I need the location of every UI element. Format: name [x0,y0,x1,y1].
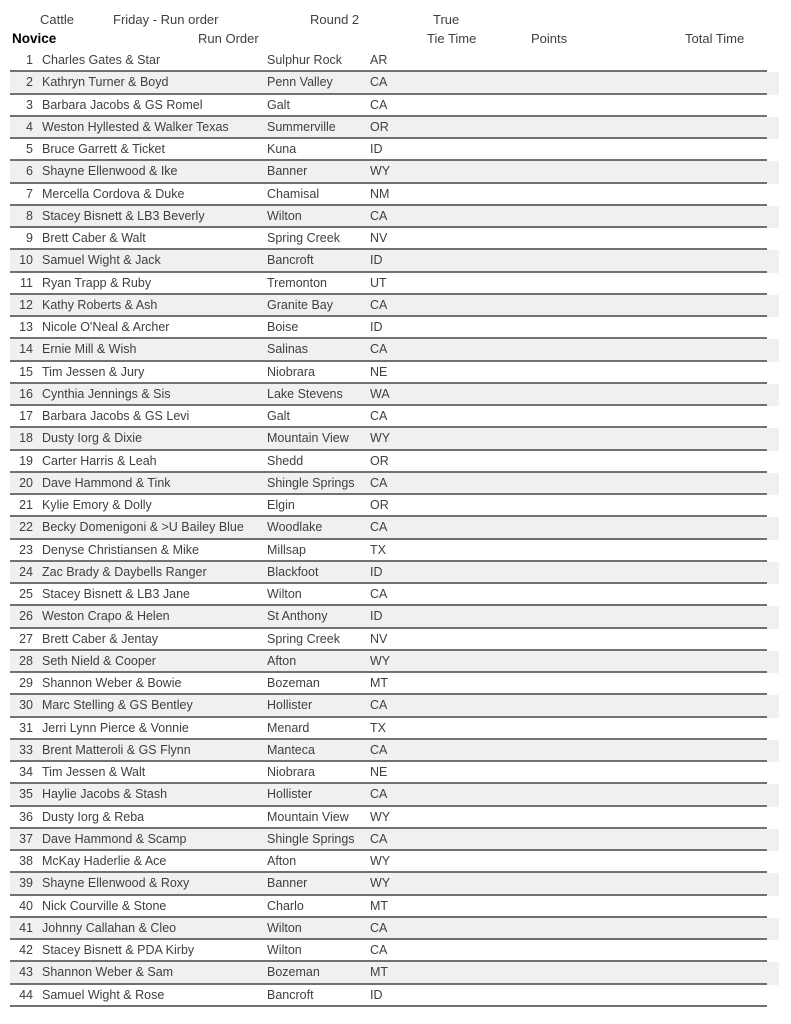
run-number: 18 [19,431,33,446]
run-number: 31 [19,720,33,735]
run-order-column-label: Run Order [198,31,259,46]
table-row [10,184,779,206]
rider-horse-name: Samuel Wight & Jack [42,253,161,268]
city: Granite Bay [267,297,334,312]
rider-horse-name: Mercella Cordova & Duke [42,186,185,201]
rider-horse-name: Marc Stelling & GS Bentley [42,698,193,713]
city: Boise [267,320,299,334]
division-label: Novice [12,31,57,46]
table-row [10,406,779,428]
city: Bozeman [267,676,320,690]
city: Shedd [267,453,304,468]
table-row [10,95,779,117]
table-row [10,206,779,228]
run-number: 37 [19,831,33,846]
city: Kuna [267,142,297,156]
run-number: 26 [19,609,33,624]
table-row [10,851,779,873]
state: CA [370,208,388,223]
table-row [10,250,779,272]
state: CA [370,787,388,802]
state: ID [370,253,383,268]
state: NE [370,765,388,779]
rider-horse-name: Kathryn Turner & Boyd [42,75,169,90]
city: Niobrara [267,765,315,779]
run-number: 8 [26,208,33,223]
rider-horse-name: Nick Courville & Stone [42,898,167,913]
rider-horse-name: Brett Caber & Walt [42,231,146,245]
run-number: 3 [26,97,33,112]
city: Menard [267,720,310,735]
run-number: 1 [26,53,33,67]
city: Hollister [267,698,313,713]
state: WY [370,431,391,446]
run-number: 10 [19,253,33,268]
rider-horse-name: Jerri Lynn Pierce & Vonnie [42,720,189,735]
table-row [10,807,779,829]
rider-horse-name: Ernie Mill & Wish [42,342,137,357]
rider-horse-name: Weston Hyllested & Walker Texas [42,119,229,134]
table-row [10,50,779,72]
run-number: 34 [19,765,33,779]
city: Salinas [267,342,308,357]
rider-horse-name: Samuel Wight & Rose [42,987,165,1002]
run-number: 14 [19,342,33,357]
run-number: 25 [19,587,33,601]
table-row [10,562,779,584]
table-row [10,784,779,806]
rider-horse-name: Stacey Bisnett & LB3 Beverly [42,208,205,223]
run-number: 20 [19,475,33,490]
run-number: 5 [26,142,33,156]
city: Wilton [267,208,302,223]
state: WY [370,876,391,891]
rider-horse-name: Dusty Iorg & Dixie [42,431,143,446]
run-number: 27 [19,631,33,646]
table-row [10,362,779,384]
city: Millsap [267,542,306,557]
city: Galt [267,97,290,112]
state: CA [370,587,388,601]
state: OR [370,498,389,512]
table-row [10,629,779,651]
points-column-label: Points [531,31,568,46]
city: Wilton [267,587,302,601]
state: WY [370,164,391,179]
city: Mountain View [267,809,349,824]
state: CA [370,831,388,846]
rider-horse-name: Dave Hammond & Tink [42,475,171,490]
state: CA [370,943,388,957]
table-row [10,317,779,339]
run-number: 17 [19,409,33,423]
rider-horse-name: Weston Crapo & Helen [42,609,170,624]
city: Spring Creek [267,631,340,646]
state: TX [370,542,386,557]
table-row [10,540,779,562]
rider-horse-name: Barbara Jacobs & GS Levi [42,409,190,423]
table-row [10,584,779,606]
city: Niobrara [267,364,315,379]
table-row [10,718,779,740]
state: NV [370,631,388,646]
state: CA [370,409,388,423]
run-number: 2 [26,75,33,90]
table-row [10,295,779,317]
table-row [10,384,779,406]
city: Wilton [267,920,302,935]
rider-horse-name: Barbara Jacobs & GS Romel [42,97,203,112]
state: CA [370,520,388,535]
run-number: 21 [19,498,33,512]
state: ID [370,609,383,624]
rider-horse-name: Zac Brady & Daybells Ranger [42,564,207,579]
state: CA [370,75,388,90]
run-number: 15 [19,364,33,379]
city: Chamisal [267,186,320,201]
run-number: 22 [19,520,33,535]
rider-horse-name: Kathy Roberts & Ash [42,297,158,312]
table-row [10,962,779,984]
rider-horse-name: Ryan Trapp & Ruby [42,275,152,290]
run-number: 28 [19,653,33,668]
state: CA [370,97,388,112]
rider-horse-name: McKay Haderlie & Ace [42,854,167,868]
city: Galt [267,409,290,423]
city: Penn Valley [267,75,333,90]
city: Charlo [267,898,304,913]
run-number: 12 [19,297,33,312]
table-row [10,451,779,473]
city: Bancroft [267,253,314,268]
city: Afton [267,854,297,868]
table-row [10,473,779,495]
city: Tremonton [267,275,327,290]
run-number: 40 [19,898,33,913]
run-number: 41 [19,920,33,935]
state: UT [370,275,387,290]
rider-horse-name: Charles Gates & Star [42,53,161,67]
run-number: 16 [19,386,33,401]
city: Lake Stevens [267,386,343,401]
state: ID [370,320,383,334]
city: Hollister [267,787,313,802]
city: Mountain View [267,431,349,446]
city: Wilton [267,943,302,957]
run-number: 36 [19,809,33,824]
city: Bozeman [267,965,320,980]
run-number: 9 [26,231,33,245]
state: WA [370,386,390,401]
rider-horse-name: Nicole O'Neal & Archer [42,320,170,334]
table-row [10,985,779,1007]
state: CA [370,698,388,713]
total-time-column-label: Total Time [685,31,745,46]
table-row [10,228,779,250]
state: CA [370,920,388,935]
state: MT [370,965,389,980]
rider-horse-name: Cynthia Jennings & Sis [42,386,171,401]
rider-horse-name: Shannon Weber & Bowie [42,676,182,690]
rider-horse-name: Seth Nield & Cooper [42,653,156,668]
city: Blackfoot [267,564,319,579]
run-order-table [10,50,779,1007]
city: Afton [267,653,297,668]
city: Bancroft [267,987,314,1002]
city: Shingle Springs [267,475,355,490]
run-number: 19 [19,453,33,468]
state: NE [370,364,388,379]
round-label: Round 2 [310,12,360,27]
table-row [10,428,779,450]
city: Elgin [267,498,295,512]
run-number: 6 [26,164,33,179]
state: OR [370,119,389,134]
run-number: 33 [19,742,33,757]
table-row [10,873,779,895]
table-row [10,918,779,940]
run-number: 38 [19,854,33,868]
city: Banner [267,876,308,891]
state: MT [370,676,389,690]
run-number: 44 [19,987,33,1002]
table-row [10,161,779,183]
rider-horse-name: Stacey Bisnett & PDA Kirby [42,943,195,957]
rider-horse-name: Carter Harris & Leah [42,453,157,468]
rider-horse-name: Shayne Ellenwood & Ike [42,164,178,179]
rider-horse-name: Bruce Garrett & Ticket [42,142,165,156]
city: Shingle Springs [267,831,355,846]
run-number: 29 [19,676,33,690]
table-row [10,606,779,628]
rider-horse-name: Shayne Ellenwood & Roxy [42,876,190,891]
state: CA [370,297,388,312]
state: NM [370,186,390,201]
rider-horse-name: Brent Matteroli & GS Flynn [42,742,191,757]
city: Sulphur Rock [267,53,343,67]
run-number: 42 [19,943,33,957]
rider-horse-name: Tim Jessen & Jury [42,364,145,379]
state: CA [370,742,388,757]
run-number: 35 [19,787,33,802]
rider-horse-name: Haylie Jacobs & Stash [42,787,168,802]
run-number: 11 [20,275,33,290]
state: MT [370,898,389,913]
table-row [10,117,779,139]
rider-horse-name: Kylie Emory & Dolly [42,498,152,512]
run-number: 24 [19,564,33,579]
state: ID [370,142,383,156]
rider-horse-name: Shannon Weber & Sam [42,965,174,980]
rider-horse-name: Dusty Iorg & Reba [42,809,145,824]
city: Manteca [267,742,315,757]
table-row [10,273,779,295]
table-row [10,896,779,918]
state: CA [370,342,388,357]
rider-horse-name: Tim Jessen & Walt [42,765,146,779]
state: WY [370,854,391,868]
state: TX [370,720,386,735]
table-row [10,517,779,539]
table-row [10,651,779,673]
run-number: 30 [19,698,33,713]
true-flag-label: True [433,12,460,27]
table-row [10,940,779,962]
state: ID [370,564,383,579]
rider-horse-name: Johnny Callahan & Cleo [42,920,177,935]
state: ID [370,987,383,1002]
rider-horse-name: Brett Caber & Jentay [42,631,159,646]
state: WY [370,653,391,668]
table-row [10,339,779,361]
run-number: 4 [26,119,33,134]
rider-horse-name: Denyse Christiansen & Mike [42,542,200,557]
run-number: 43 [19,965,33,980]
city: Banner [267,164,308,179]
rider-horse-name: Stacey Bisnett & LB3 Jane [42,587,191,601]
table-row [10,740,779,762]
run-number: 23 [19,542,33,557]
tie-time-column-label: Tie Time [427,31,477,46]
table-row [10,495,779,517]
city: St Anthony [267,609,328,624]
rider-horse-name: Dave Hammond & Scamp [42,831,187,846]
state: OR [370,453,389,468]
rider-horse-name: Becky Domenigoni & >U Bailey Blue [42,520,244,535]
city: Summerville [267,119,336,134]
state: CA [370,475,388,490]
session-label: Friday - Run order [113,12,219,27]
run-number: 13 [19,320,33,334]
state: WY [370,809,391,824]
table-row [10,762,779,784]
table-row [10,673,779,695]
city: Woodlake [267,520,323,535]
state: NV [370,231,388,245]
event-type-label: Cattle [40,12,74,27]
table-row [10,139,779,161]
table-row [10,72,779,94]
state: AR [370,53,388,67]
table-row [10,829,779,851]
city: Spring Creek [267,231,340,245]
table-row [10,695,779,717]
run-number: 39 [19,876,33,891]
run-number: 7 [26,186,33,201]
